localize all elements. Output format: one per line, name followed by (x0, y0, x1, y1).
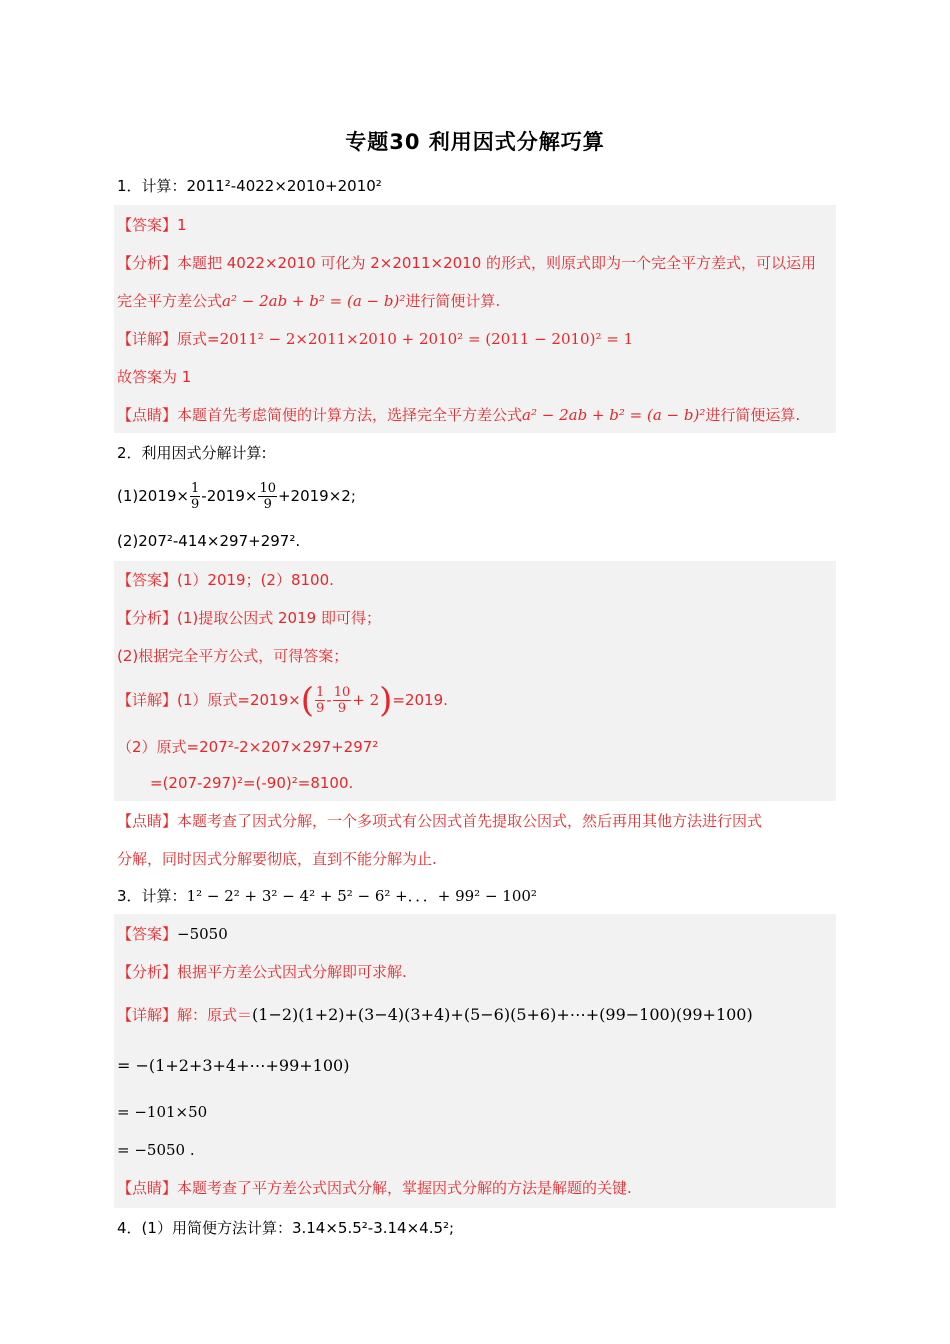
fraction-1-9: $\frac{1}{9}$ (191, 481, 200, 512)
q1-comment: 【点睛】本题首先考虑简便的计算方法，选择完全平方差公式a² − 2ab + b² = (a − b)²进行简便运算. (117, 406, 801, 424)
q1-analysis-line-2: 完全平方差公式a² − 2ab + b² = (a − b)²进行简便计算. (117, 292, 501, 310)
question-2-part-2: (2)207²-414×297+297². (117, 532, 301, 550)
q1-detail: 【详解】原式=2011² − 2×2011×2010 + 2010² = (2011 − 2010)² = 1 (117, 330, 634, 348)
q3-step-2: = −101×50 (117, 1103, 208, 1121)
q1-answer: 【答案】1 (117, 216, 187, 234)
question-4: 4．(1）用简便方法计算：3.14×5.5²-3.14×4.5²; (117, 1219, 455, 1237)
question-1-expression: 2011²-4022×2010+2010² (186, 177, 382, 195)
q1-comment-formula: a² − 2ab + b² = (a − b)² (522, 406, 706, 424)
right-paren: ) (379, 680, 393, 721)
q1-conclusion: 故答案为 1 (117, 368, 192, 386)
q2-analysis-1: 【分析】(1)提取公因式 2019 即可得； (117, 609, 381, 627)
q3-answer: 【答案】−5050 (117, 925, 228, 943)
q2-answer: 【答案】(1）2019；(2）8100. (117, 571, 334, 589)
question-3: 3．计算：1² − 2² + 3² − 4² + 5² − 6² +．．．+ 99² − 100² (117, 887, 537, 905)
question-1-number: 1．计算： (117, 177, 187, 195)
page-title: 专题30 利用因式分解巧算 (345, 130, 605, 154)
q1-analysis-formula: a² − 2ab + b² = (a − b)² (222, 292, 406, 310)
question-2-part-1: (1)2019× $\frac{1}{9}$ -2019× $\frac{10}{9}$ +2019×2; (117, 481, 356, 512)
q3-analysis: 【分析】根据平方差公式因式分解即可求解. (117, 963, 407, 981)
left-paren: ( (300, 680, 314, 721)
q2-detail-3: =(207-297)²=(-90)²=8100. (150, 774, 354, 792)
q3-detail: 【详解】解：原式＝(1−2)(1+2)+(3−4)(3+4)+(5−6)(5+6)+⋯+(99−100)(99+100) (117, 1005, 753, 1024)
fraction-10-9: $\frac{10}{9}$ (259, 481, 276, 512)
q2-detail-1: 【详解】(1）原式=2019×( $\frac{1}{9}$ - $\frac{10}{9}$ + 2)=2019. (117, 680, 448, 721)
q2-comment-1: 【点睛】本题考查了因式分解，一个多项式有公因式首先提取公因式，然后再用其他方法进行因式 (117, 812, 763, 830)
detail-fraction-10-9: $\frac{10}{9}$ (333, 685, 351, 716)
q3-detail-formula: (1−2)(1+2)+(3−4)(3+4)+(5−6)(5+6)+⋯+(99−100)(99+100) (252, 1005, 753, 1024)
q2-comment-2: 分解，同时因式分解要彻底，直到不能分解为止. (117, 850, 437, 868)
question-2: 2．利用因式分解计算: (117, 444, 267, 462)
q3-comment: 【点睛】本题考查了平方差公式因式分解，掌握因式分解的方法是解题的关键. (117, 1179, 632, 1197)
q2-analysis-2: (2)根据完全平方公式，可得答案； (117, 647, 349, 665)
q2-detail-2: （2）原式=207²-2×207×297+297² (117, 738, 379, 756)
answer-box-1 (114, 205, 836, 433)
q3-step-1: = −(1+2+3+4+⋯+99+100) (117, 1056, 350, 1075)
question-3-expression: 1² − 2² + 3² − 4² + 5² − 6² +．．．+ 99² − 100² (186, 887, 537, 905)
q3-step-3: = −5050 . (117, 1141, 195, 1159)
q1-detail-formula: 2011² − 2×2011×2010 + 2010² = (2011 − 2010)² = 1 (219, 330, 634, 348)
question-1 (117, 176, 382, 196)
q1-analysis-line-1: 【分析】本题把 4022×2010 可化为 2×2011×2010 的形式，则原式即为一个完全平方差式，可以运用 (117, 254, 817, 272)
detail-fraction-1-9: $\frac{1}{9}$ (315, 685, 325, 716)
